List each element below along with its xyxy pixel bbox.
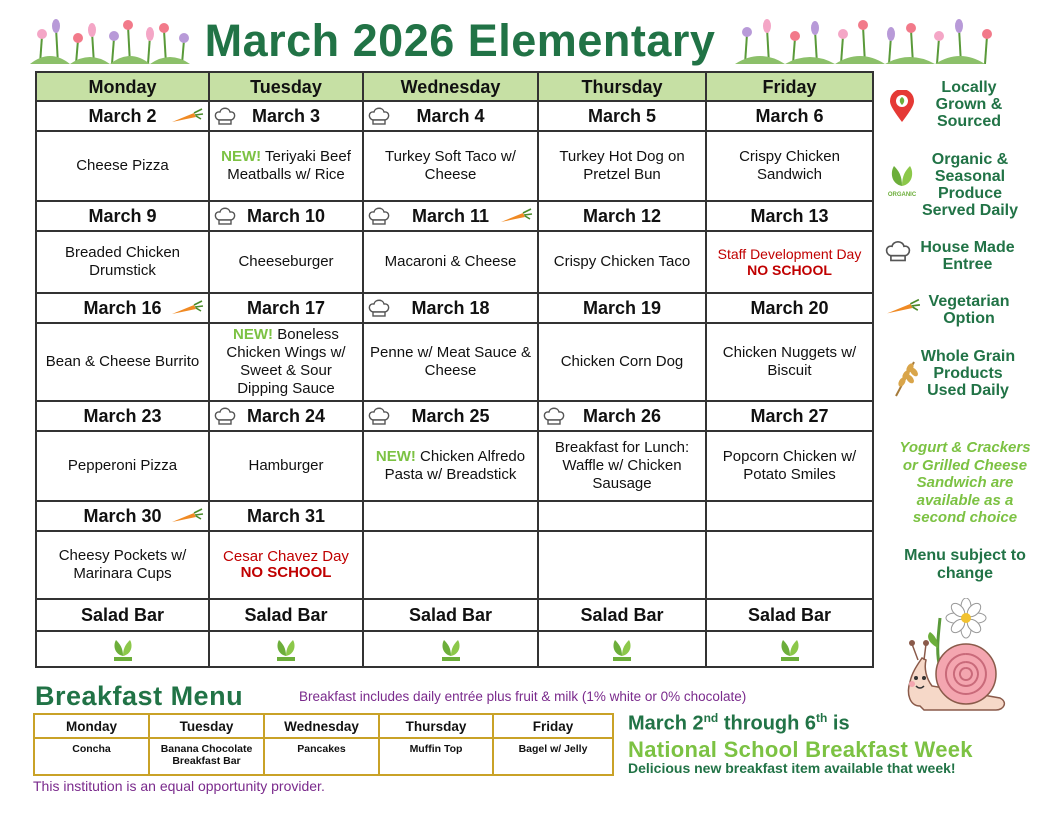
date-label: March 17 [246, 298, 326, 318]
salad-bar-cell: Salad Bar [538, 599, 706, 631]
date-label: March 6 [755, 106, 824, 126]
chef-hat-icon [214, 106, 236, 126]
date-cell [363, 401, 538, 431]
meal-cell: Crispy Chicken Taco [538, 231, 706, 293]
meal-cell [209, 323, 363, 401]
day-header: Monday [36, 72, 209, 101]
legend-organic-text: Organic & Seasonal Produce Served Daily [921, 151, 1019, 219]
meal-cell: Pepperoni Pizza [36, 431, 209, 501]
date-label: March 20 [750, 298, 829, 318]
meal-cell: Hamburger [209, 431, 363, 501]
breakfast-item: Muffin Top [379, 738, 493, 775]
meal-cell [209, 531, 363, 599]
date-label: March 11 [411, 206, 490, 226]
date-cell [706, 401, 873, 431]
date-label: March 27 [750, 406, 829, 426]
breakfast-day: Wednesday [264, 714, 379, 738]
nsbw-suffix-1: nd [703, 711, 719, 725]
new-badge: NEW! [375, 448, 416, 465]
chef-hat-legend-icon [885, 239, 911, 263]
date-cell [36, 401, 209, 431]
date-label: March 18 [411, 298, 490, 318]
date-cell [209, 201, 363, 231]
breakfast-title: Breakfast Menu [35, 681, 244, 711]
date-label: March 19 [582, 298, 662, 318]
meal-cell: Macaroni & Cheese [363, 231, 538, 293]
meal-cell [706, 531, 873, 599]
organic-cell [363, 631, 538, 667]
chef-hat-icon [368, 106, 390, 126]
date-label: March 10 [246, 206, 326, 226]
meal-text: Boneless Chicken Wings w/ Sweet & Sour Dipping Sauce [226, 326, 346, 397]
organic-leaf-icon [273, 636, 299, 662]
second-choice-note: Yogurt & Crackers or Grilled Cheese Sandwich are available as a second choice [899, 439, 1031, 526]
meal-cell: Crispy Chicken Sandwich [706, 131, 873, 201]
date-row [36, 501, 873, 531]
meal-row [36, 231, 873, 293]
nsbw-dates [628, 711, 850, 736]
chef-hat-icon [543, 406, 565, 426]
date-label: March 30 [83, 506, 162, 526]
legend-house-text: House Made Entree [920, 239, 1015, 273]
breakfast-day: Thursday [379, 714, 493, 738]
breakfast-item: Pancakes [264, 738, 379, 775]
meal-row [36, 323, 873, 401]
breakfast-item: Banana Chocolate Breakfast Bar [149, 738, 264, 775]
date-label: March 2 [88, 106, 157, 126]
meal-cell: Breakfast for Lunch: Waffle w/ Chicken Sausage [538, 431, 706, 501]
date-cell [706, 293, 873, 323]
meal-row [36, 531, 873, 599]
no-school-label: NO SCHOOL [747, 262, 832, 278]
date-cell [538, 101, 706, 131]
date-label: March 9 [88, 206, 157, 226]
date-label: March 5 [587, 106, 657, 126]
holiday-label: Staff Development Day [717, 246, 862, 262]
salad-bar-cell: Salad Bar [36, 599, 209, 631]
breakfast-table [33, 713, 614, 776]
snail-flower-illustration [900, 598, 1020, 718]
meal-cell: Cheesy Pockets w/ Marinara Cups [36, 531, 209, 599]
meal-cell: Cheeseburger [209, 231, 363, 293]
page-title: March 2026 Elementary [204, 15, 716, 66]
date-label: March 23 [83, 406, 162, 426]
breakfast-item: Concha [34, 738, 149, 775]
salad-bar-cell: Salad Bar [706, 599, 873, 631]
legend-veg-text: Vegetarian Option [928, 293, 1010, 327]
nsbw-subtitle: Delicious new breakfast item available that week! [628, 760, 956, 776]
day-header-row [36, 72, 873, 101]
day-header: Tuesday [209, 72, 363, 101]
date-cell [363, 501, 538, 531]
location-pin-icon [887, 90, 917, 124]
salad-bar-cell: Salad Bar [209, 599, 363, 631]
meal-cell [363, 431, 538, 501]
date-label: March 24 [246, 406, 326, 426]
meal-row [36, 131, 873, 201]
date-cell [363, 101, 538, 131]
nsbw-suffix-2: th [816, 711, 828, 725]
meal-cell: Turkey Soft Taco w/ Cheese [363, 131, 538, 201]
legend-local-text: Locally Grown & Sourced [935, 79, 1003, 130]
new-badge: NEW! [221, 148, 262, 165]
date-cell [538, 201, 706, 231]
menu-subject-note: Menu subject to change [904, 547, 1026, 582]
meal-cell: Cheese Pizza [36, 131, 209, 201]
organic-row [36, 631, 873, 667]
date-cell [36, 293, 209, 323]
flower-border-right [735, 18, 1005, 64]
date-label: March 26 [582, 406, 662, 426]
carrot-icon [170, 508, 204, 524]
carrot-icon [170, 108, 204, 124]
chef-hat-icon [368, 298, 390, 318]
chef-hat-icon [214, 406, 236, 426]
breakfast-item: Bagel w/ Jelly [493, 738, 613, 775]
chef-hat-icon [368, 206, 390, 226]
date-cell [209, 293, 363, 323]
date-cell [363, 201, 538, 231]
date-cell [36, 501, 209, 531]
breakfast-item-row [34, 738, 613, 775]
date-cell [538, 501, 706, 531]
date-label: March 16 [83, 298, 162, 318]
chef-hat-icon [368, 406, 390, 426]
organic-leaf-icon [609, 636, 635, 662]
meal-cell [538, 531, 706, 599]
date-cell [538, 401, 706, 431]
nsbw-date-end: through 6 [718, 712, 817, 735]
nsbw-date-start: March 2 [628, 712, 704, 735]
chef-hat-icon [214, 206, 236, 226]
carrot-icon [170, 300, 204, 316]
date-row [36, 201, 873, 231]
date-row [36, 401, 873, 431]
meal-cell: Penne w/ Meat Sauce & Cheese [363, 323, 538, 401]
day-header: Wednesday [363, 72, 538, 101]
organic-cell [36, 631, 209, 667]
meal-text: Teriyaki Beef Meatballs w/ Rice [227, 148, 351, 183]
meal-cell: Popcorn Chicken w/ Potato Smiles [706, 431, 873, 501]
meal-cell: Breaded Chicken Drumstick [36, 231, 209, 293]
organic-badge-text: ORGANIC [887, 192, 917, 198]
meal-text: Chicken Alfredo Pasta w/ Breadstick [384, 448, 526, 483]
date-cell [538, 293, 706, 323]
date-cell [36, 101, 209, 131]
organic-leaf-icon [777, 636, 803, 662]
meal-cell: Chicken Nuggets w/ Biscuit [706, 323, 873, 401]
salad-bar-row [36, 599, 873, 631]
day-header: Thursday [538, 72, 706, 101]
meal-cell [363, 531, 538, 599]
carrot-icon [499, 208, 533, 224]
meal-cell [706, 231, 873, 293]
date-label: March 4 [416, 106, 485, 126]
new-badge: NEW! [233, 326, 274, 343]
date-row [36, 101, 873, 131]
wheat-icon [890, 358, 920, 398]
organic-leaf-icon [438, 636, 464, 662]
organic-leaf-icon [110, 636, 136, 662]
date-cell [209, 101, 363, 131]
date-label: March 31 [246, 506, 326, 526]
breakfast-header-row [34, 714, 613, 738]
nsbw-is: is [827, 712, 850, 735]
breakfast-note: Breakfast includes daily entrée plus fruit & milk (1% white or 0% chocolate) [299, 689, 747, 704]
date-cell [363, 293, 538, 323]
holiday-label: Cesar Chavez Day [223, 548, 349, 565]
date-label: March 13 [750, 206, 829, 226]
equal-opportunity-statement: This institution is an equal opportunity provider. [33, 778, 325, 794]
organic-cell [538, 631, 706, 667]
date-cell [706, 201, 873, 231]
organic-cell [209, 631, 363, 667]
meal-cell: Turkey Hot Dog on Pretzel Bun [538, 131, 706, 201]
date-cell [36, 201, 209, 231]
breakfast-day: Friday [493, 714, 613, 738]
date-label: March 3 [251, 106, 321, 126]
salad-bar-cell: Salad Bar [363, 599, 538, 631]
meal-cell: Bean & Cheese Burrito [36, 323, 209, 401]
no-school-label: NO SCHOOL [240, 564, 332, 581]
meal-row [36, 431, 873, 501]
date-row [36, 293, 873, 323]
date-cell [706, 501, 873, 531]
day-header: Friday [706, 72, 873, 101]
breakfast-day: Tuesday [149, 714, 264, 738]
flower-border-left [30, 18, 190, 64]
lunch-menu-table [35, 71, 874, 668]
organic-cell [706, 631, 873, 667]
date-cell [209, 401, 363, 431]
meal-cell: Chicken Corn Dog [538, 323, 706, 401]
date-cell [209, 501, 363, 531]
date-cell [706, 101, 873, 131]
meal-cell [209, 131, 363, 201]
breakfast-day: Monday [34, 714, 149, 738]
date-label: March 25 [411, 406, 490, 426]
legend-grain-text: Whole Grain Products Used Daily [920, 348, 1016, 399]
nsbw-title: National School Breakfast Week [628, 737, 973, 762]
date-label: March 12 [582, 206, 662, 226]
